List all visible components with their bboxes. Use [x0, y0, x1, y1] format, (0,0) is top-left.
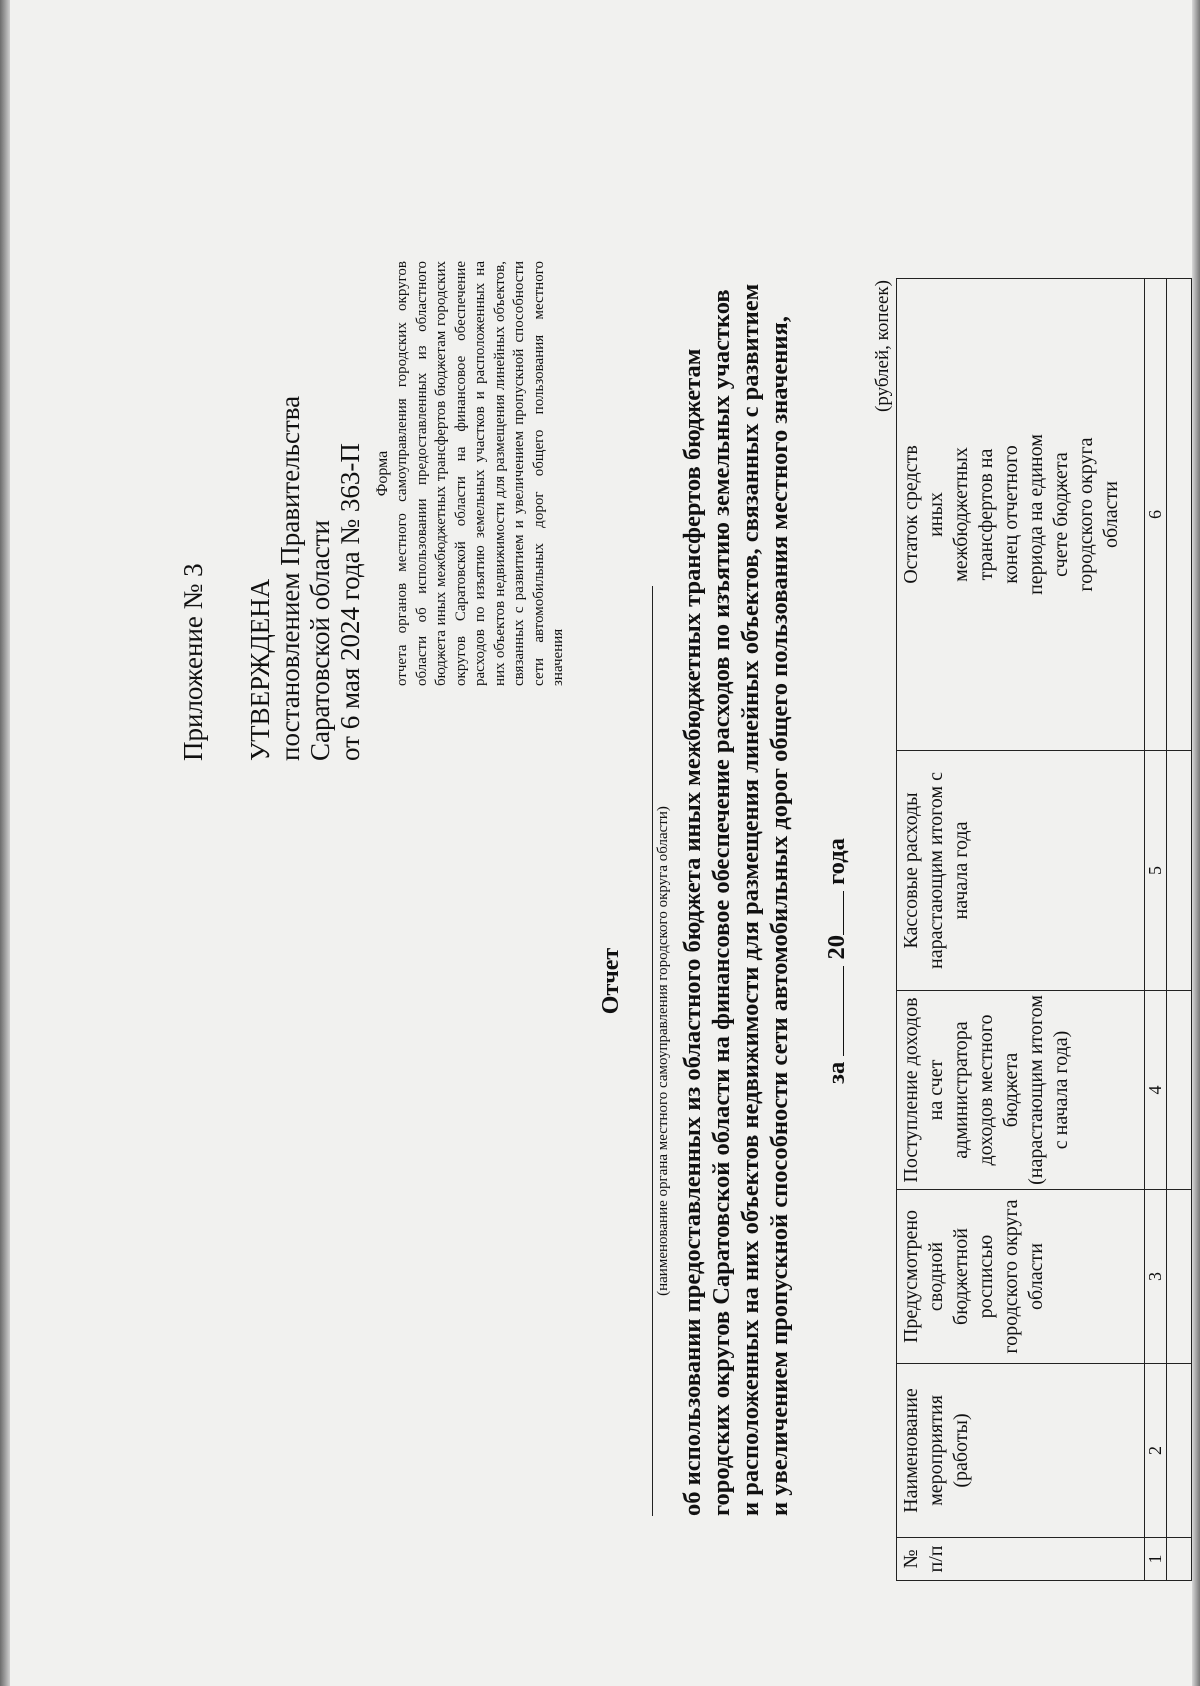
- report-table: [896, 278, 1192, 1581]
- table-cell[interactable]: [1167, 279, 1192, 751]
- form-description: отчета органов местного самоуправления городских округов области об использовании предоставленных из областного бюджета иных межбюджетных трансфертов бюджетам городских округов Саратовской области на финансовое обеспечение расходов по изъятию земельных участков и расположенных на них объектов недвижимости для размещения линейных объектов, связанных с развитием и увеличением пропускной способности сети автомобильных дорог общего пользования местного значения: [394, 261, 566, 686]
- column-number-cell: 5: [1145, 751, 1167, 991]
- column-number-cell: 3: [1145, 1190, 1167, 1364]
- form-label: Форма: [374, 450, 391, 497]
- report-subject-line: об использовании предоставленных из областного бюджета иных межбюджетных трансфертов бюджетам: [679, 348, 706, 1516]
- approval-line: Саратовской области: [305, 520, 335, 761]
- column-number-cell: 2: [1145, 1364, 1167, 1538]
- units-note: (рублей, копеек): [872, 280, 893, 412]
- approval-line: постановлением Правительства: [275, 395, 305, 761]
- appendix-number: Приложение № 3: [178, 563, 208, 761]
- report-title: Отчет: [598, 947, 624, 1015]
- approval-block: [245, 201, 365, 761]
- table-cell[interactable]: [1167, 1364, 1192, 1538]
- approval-line: УТВЕРЖДЕНА: [245, 578, 275, 761]
- report-subject-line: и увеличением пропускной способности сети автомобильных дорог общего пользования местного значения,: [766, 316, 793, 1516]
- header-cell: Наименование мероприятия (работы): [897, 1364, 1145, 1538]
- header-cell: Кассовые расходы нарастающим итогом с начала года: [897, 751, 1145, 991]
- org-name-line[interactable]: [652, 586, 653, 1516]
- table-cell[interactable]: [1167, 1190, 1192, 1364]
- period-blank[interactable]: [823, 966, 844, 1056]
- header-cell: Предусмотрено сводной бюджетной росписью городского округа области: [897, 1190, 1145, 1364]
- column-number-cell: 6: [1145, 279, 1167, 751]
- report-subject-line: и расположенных на них объектов недвижимости для размещения линейных объектов, связанных с развитием: [737, 283, 764, 1516]
- table-header-row: [897, 279, 1145, 1581]
- column-number-row: [1145, 279, 1167, 1581]
- column-number-cell: 4: [1145, 991, 1167, 1190]
- report-period: [823, 406, 851, 1516]
- table-row: [1167, 279, 1192, 1581]
- report-subject-line: городских округов Саратовской области на финансовое обеспечение расходов по изъятию земельных участков: [708, 289, 735, 1516]
- table-cell[interactable]: [1167, 991, 1192, 1190]
- table-cell[interactable]: [1167, 1538, 1192, 1581]
- org-name-caption: (наименование органа местного самоуправления городского округа области): [655, 806, 671, 1296]
- header-cell: Поступление доходов на счет администратора доходов местного бюджета (нарастающим итогом с начала года): [897, 991, 1145, 1190]
- header-cell: Остаток средств иных межбюджетных трансфертов на конец отчетного периода на едином счете бюджета городского округа области: [897, 279, 1145, 751]
- header-cell: № п/п: [897, 1538, 1145, 1581]
- column-number-cell: 1: [1145, 1538, 1167, 1581]
- year-blank[interactable]: [823, 891, 844, 935]
- approval-line: от 6 мая 2024 года № 363-П: [335, 443, 365, 761]
- period-suffix: года: [823, 838, 850, 885]
- period-year-prefix: 20: [823, 934, 850, 960]
- table-cell[interactable]: [1167, 751, 1192, 991]
- report-subject: [678, 283, 794, 1516]
- period-prefix: за: [823, 1061, 850, 1084]
